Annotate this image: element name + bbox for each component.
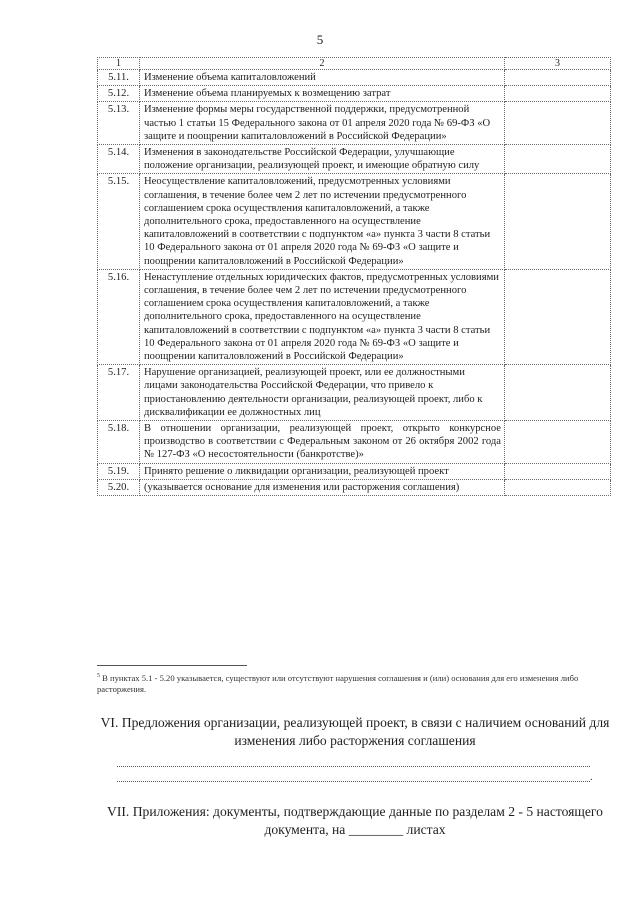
row-number: 5.17. <box>98 365 140 421</box>
row-number: 5.14. <box>98 145 140 174</box>
table-row <box>98 421 611 464</box>
table-row <box>98 86 611 102</box>
table-row <box>98 70 611 86</box>
row-status-cell[interactable] <box>505 479 611 495</box>
row-status-cell[interactable] <box>505 145 611 174</box>
section-7-text: VII. Приложения: документы, подтверждающие данные по разделам 2 - 5 настоящего документа, на <box>107 804 603 837</box>
row-text: Изменение объема планируемых к возмещению затрат <box>140 86 505 102</box>
footnote-text: В пунктах 5.1 - 5.20 указывается, существуют или отсутствуют нарушения соглашения и (или) основания для его изменения либо расторжения. <box>97 672 579 694</box>
row-number: 5.11. <box>98 70 140 86</box>
table-row <box>98 145 611 174</box>
row-text: Изменение объема капиталовложений <box>140 70 505 86</box>
row-status-cell[interactable] <box>505 463 611 479</box>
grounds-table <box>97 57 611 496</box>
row-text: Нарушение организацией, реализующей проект, или ее должностными лицами законодательства Российской Федерации, что привело к приостановлению деятельности организации, реализующей проект, либо к дисквалификации ее должностных лиц <box>140 365 505 421</box>
column-header-grounds: 2 <box>140 58 505 70</box>
row-text: В отношении организации, реализующей проект, открыто конкурсное производство в соответствии с Федеральным законом от 26 октября 2002 года № 127-ФЗ «О несостоятельности (банкротстве)» <box>140 421 505 464</box>
page-number: 5 <box>316 32 324 47</box>
table-row <box>98 365 611 421</box>
table-row <box>98 479 611 495</box>
footnote-divider <box>97 665 247 666</box>
row-number: 5.20. <box>98 479 140 495</box>
row-number: 5.16. <box>98 269 140 364</box>
row-status-cell[interactable] <box>505 269 611 364</box>
row-text: Изменение формы меры государственной поддержки, предусмотренной частью 1 статьи 15 Федерального закона от 01 апреля 2020 года № 69-ФЗ «О защите и поощрении капиталовложений в Российской Федерации» <box>140 102 505 145</box>
line-end-mark: . <box>590 772 593 783</box>
row-text: Изменения в законодательстве Российской Федерации, улучшающие положение организации, реализующей проект, и имеющие обратную силу <box>140 145 505 174</box>
row-status-cell[interactable] <box>505 102 611 145</box>
section-6-heading: VI. Предложения организации, реализующей проект, в связи с наличием оснований для изменения либо расторжения соглашения <box>100 715 610 748</box>
row-text: Ненаступление отдельных юридических фактов, предусмотренных условиями соглашения, в течение более чем 2 лет по истечении предусмотренного соглашением срока осуществления капиталовложений, а также дополнительного срока, предоставленного на осуществление капиталовложений в соответствии с подпунктом «а» пункта 3 части 8 статьи 10 Федерального закона от 01 апреля 2020 года № 69-ФЗ «О защите и поощрении капиталовложений в Российской Федерации» <box>140 269 505 364</box>
row-number: 5.18. <box>98 421 140 464</box>
row-number: 5.13. <box>98 102 140 145</box>
column-header-status: 3 <box>505 58 611 70</box>
row-text: Неосуществление капиталовложений, предусмотренных условиями соглашения, в течение более чем 2 лет по истечении предусмотренного соглашением срока осуществления капиталовложений, а также дополнительного срока, предоставленного на осуществление капиталовложений в соответствии с подпунктом «а» пункта 3 части 8 статьи 10 Федерального закона от 01 апреля 2020 года № 69-ФЗ «О защите и поощрении капиталовложений в Российской Федерации» <box>140 174 505 269</box>
column-header-number: 1 <box>98 58 140 70</box>
footnote-mark: 5 <box>97 673 100 679</box>
row-status-cell[interactable] <box>505 365 611 421</box>
row-number: 5.12. <box>98 86 140 102</box>
table-row <box>98 463 611 479</box>
row-number: 5.15. <box>98 174 140 269</box>
section-7-text-end: листах <box>406 822 446 837</box>
table-header-row <box>98 58 611 70</box>
table-row <box>98 269 611 364</box>
fill-in-line[interactable] <box>117 766 590 767</box>
row-status-cell[interactable] <box>505 174 611 269</box>
fill-in-line[interactable] <box>117 781 590 782</box>
table-row <box>98 174 611 269</box>
row-status-cell[interactable] <box>505 86 611 102</box>
row-status-cell[interactable] <box>505 70 611 86</box>
row-number: 5.19. <box>98 463 140 479</box>
row-text: Принято решение о ликвидации организации, реализующей проект <box>140 463 505 479</box>
section-7-heading <box>100 803 610 839</box>
row-text: (указывается основание для изменения или расторжения соглашения) <box>140 479 505 495</box>
footnote <box>97 671 612 695</box>
sheet-count-blank[interactable]: ________ <box>348 822 404 837</box>
row-status-cell[interactable] <box>505 421 611 464</box>
table-row <box>98 102 611 145</box>
